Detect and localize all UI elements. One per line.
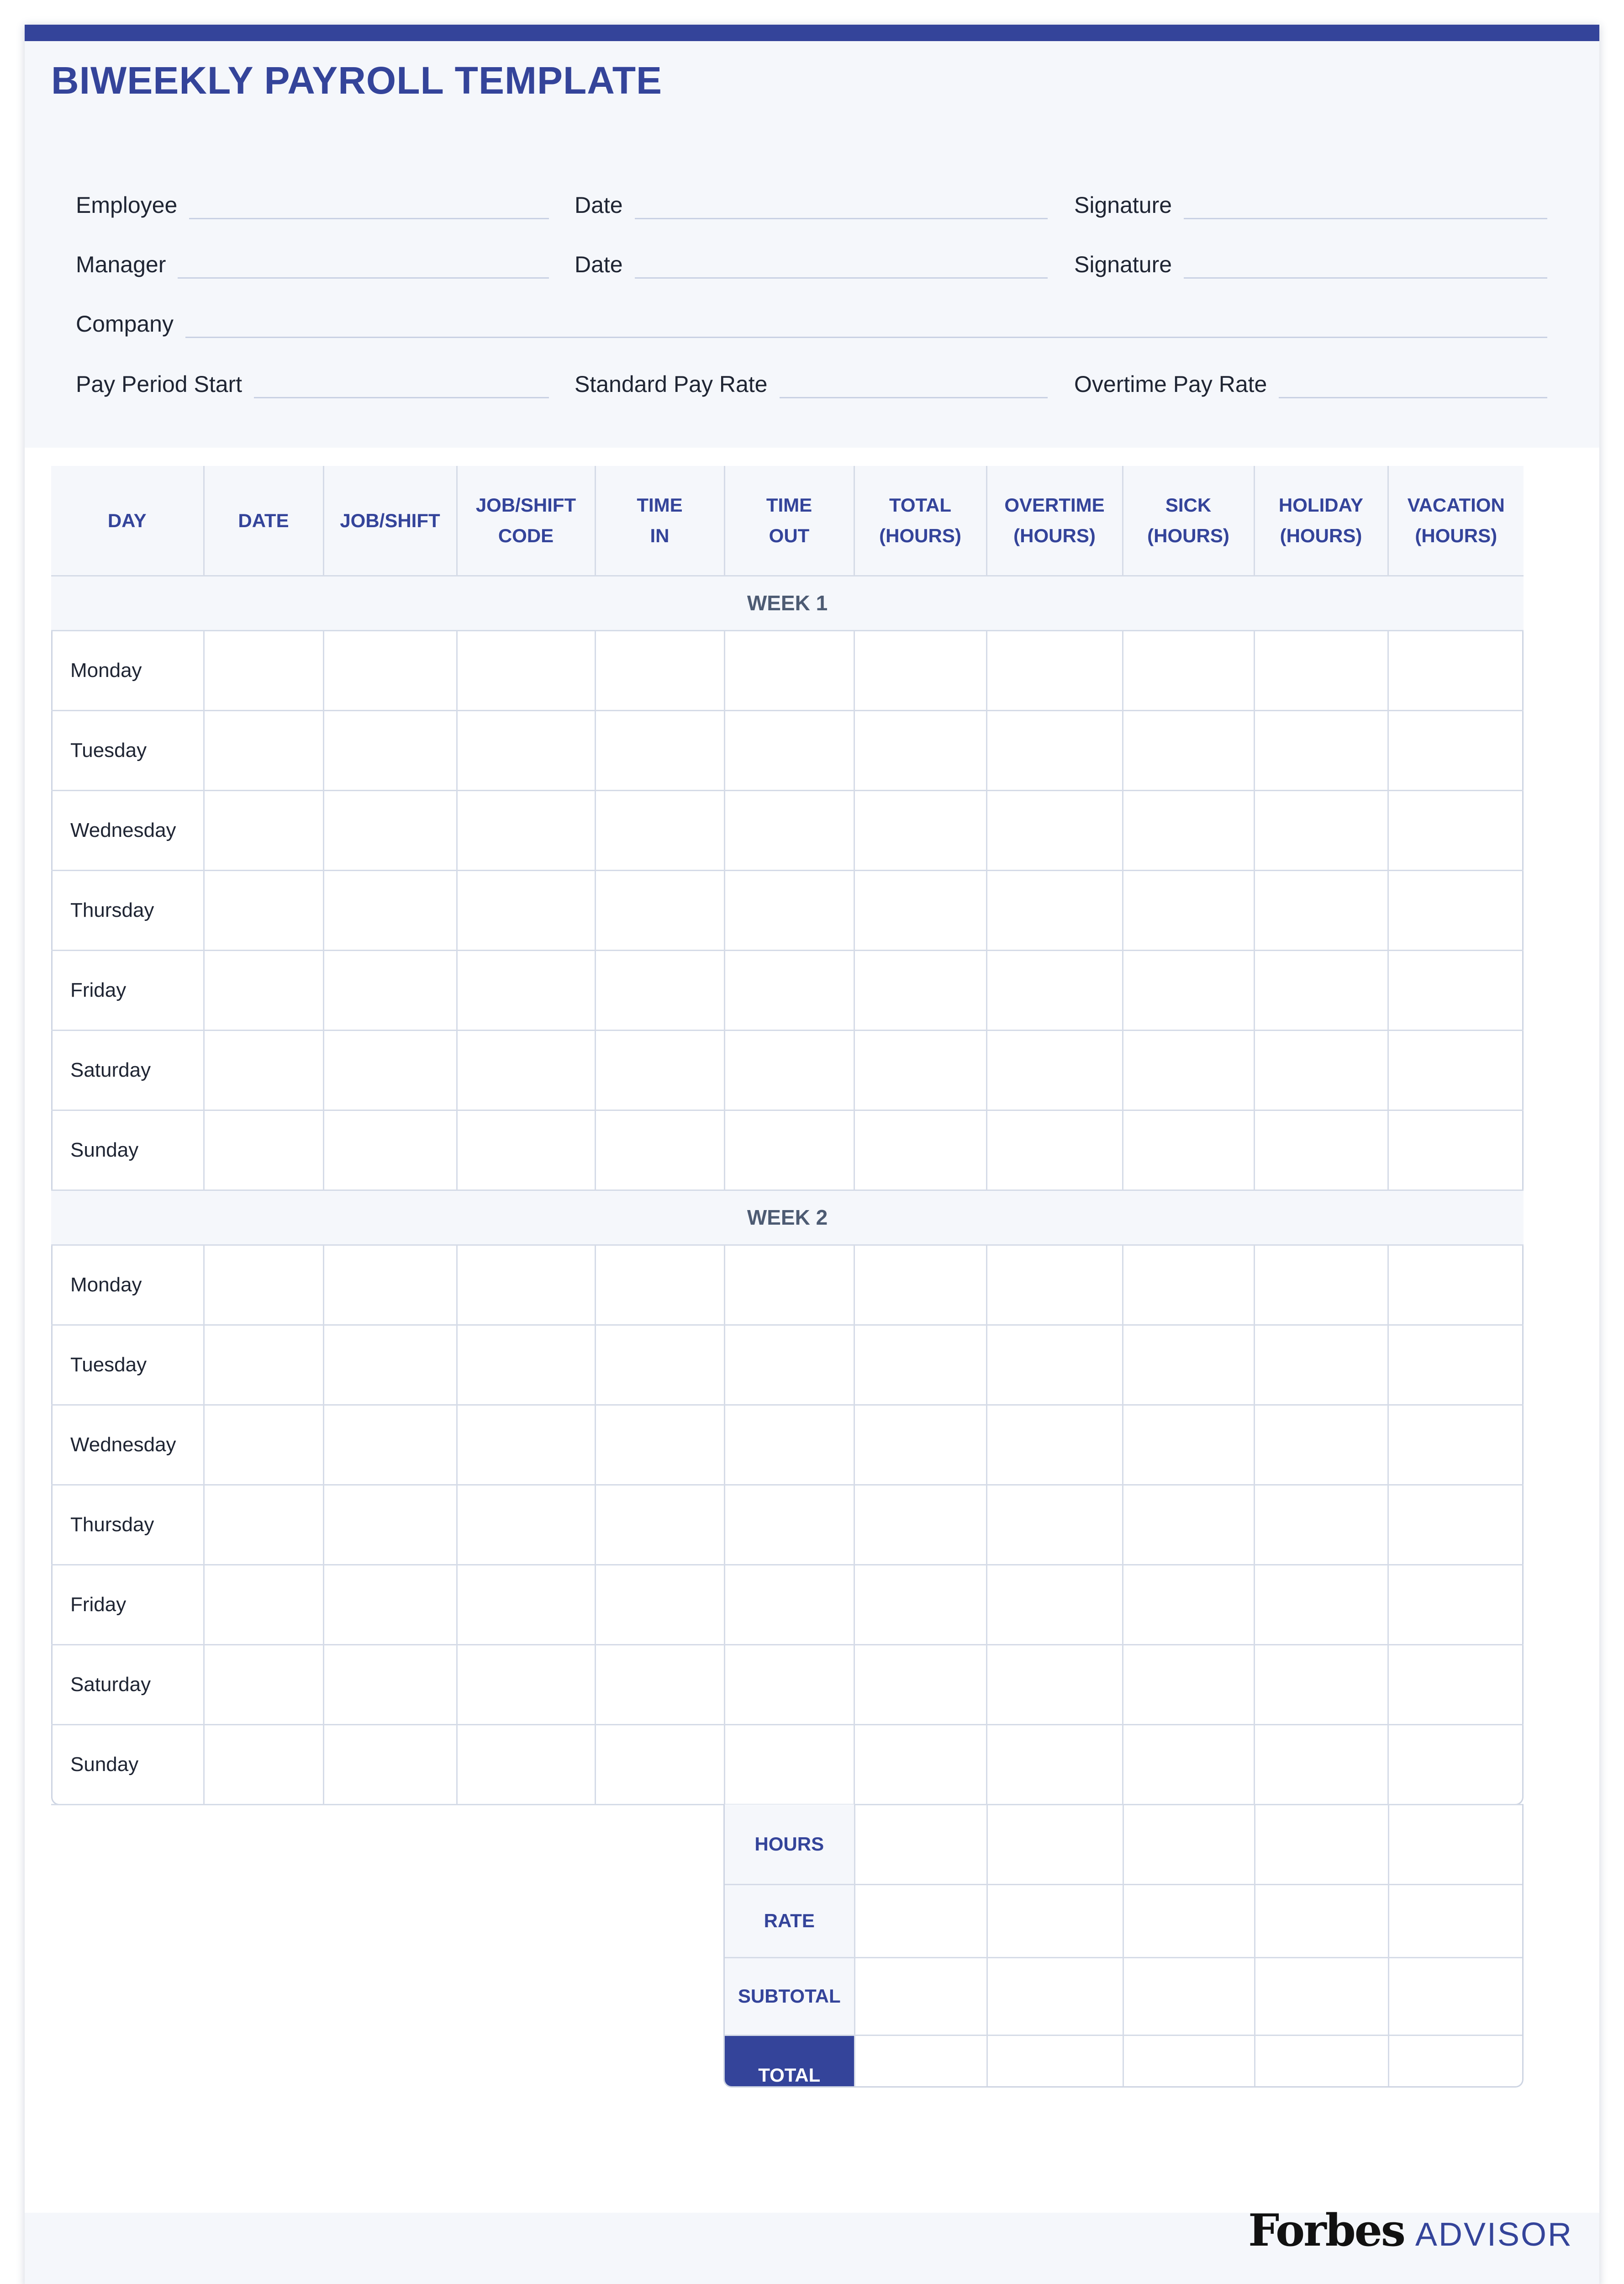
- day-row: [51, 1644, 1524, 1724]
- advisor-wordmark: ADVISOR: [1415, 2216, 1573, 2253]
- subtotal-cell[interactable]: [854, 1957, 987, 2035]
- entry-cell[interactable]: [204, 1565, 323, 1644]
- entry-cell[interactable]: [724, 630, 854, 710]
- entry-cell[interactable]: [457, 1245, 595, 1325]
- day-name: Thursday: [51, 870, 204, 950]
- day-row: [51, 950, 1524, 1030]
- column-header-line2: (HOURS): [1147, 525, 1229, 547]
- entry-cell[interactable]: [1123, 630, 1254, 710]
- entry-cell[interactable]: [1254, 630, 1388, 710]
- entry-cell[interactable]: [1123, 1405, 1254, 1485]
- entry-cell[interactable]: [724, 710, 854, 790]
- entry-cell[interactable]: [724, 790, 854, 870]
- column-header: [986, 466, 1123, 576]
- entry-cell[interactable]: [986, 1245, 1123, 1325]
- entry-cell[interactable]: [1254, 1030, 1388, 1110]
- rate-cell[interactable]: [1123, 1884, 1255, 1957]
- page-title: BIWEEKLY PAYROLL TEMPLATE: [51, 59, 663, 102]
- overtime-pay-rate-field[interactable]: [1074, 362, 1547, 398]
- day-name: Tuesday: [51, 710, 204, 790]
- column-header-line1: TOTAL: [889, 494, 952, 516]
- entry-cell[interactable]: [204, 870, 323, 950]
- entry-cell[interactable]: [986, 950, 1123, 1030]
- entry-cell[interactable]: [204, 630, 323, 710]
- employee-date-field[interactable]: [575, 183, 1048, 219]
- entry-cell[interactable]: [1123, 950, 1254, 1030]
- entry-cell[interactable]: [1254, 1110, 1388, 1190]
- entry-cell[interactable]: [1254, 710, 1388, 790]
- rate-cell[interactable]: [1388, 1884, 1524, 1957]
- entry-cell[interactable]: [1388, 1565, 1524, 1644]
- timesheet-table: [51, 466, 1524, 1805]
- entry-cell[interactable]: [986, 1030, 1123, 1110]
- entry-cell[interactable]: [323, 1245, 457, 1325]
- overtime-pay-rate-input-line[interactable]: [1279, 397, 1547, 398]
- column-header: [51, 466, 204, 576]
- entry-cell[interactable]: [457, 1644, 595, 1724]
- day-row: [51, 1565, 1524, 1644]
- company-input-line[interactable]: [185, 336, 1547, 338]
- day-name: Tuesday: [51, 1325, 204, 1405]
- column-header-line1: DATE: [238, 509, 289, 531]
- hours-cell[interactable]: [1388, 1804, 1524, 1884]
- entry-cell[interactable]: [204, 1110, 323, 1190]
- column-header: [1123, 466, 1254, 576]
- entry-cell[interactable]: [854, 1405, 986, 1485]
- manager-input-line[interactable]: [178, 277, 549, 279]
- entry-cell[interactable]: [323, 1565, 457, 1644]
- total-cell[interactable]: [1123, 2035, 1255, 2088]
- forbes-wordmark: Forbes: [1248, 2205, 1404, 2256]
- column-header-line2: (HOURS): [879, 525, 961, 547]
- day-name: Friday: [51, 1565, 204, 1644]
- entry-cell[interactable]: [457, 870, 595, 950]
- column-header-line1: VACATION: [1407, 494, 1505, 516]
- entry-cell[interactable]: [1388, 950, 1524, 1030]
- total-cell[interactable]: [1255, 2035, 1388, 2088]
- day-row: [51, 870, 1524, 950]
- entry-cell[interactable]: [986, 1485, 1123, 1565]
- entry-cell[interactable]: [595, 1325, 724, 1405]
- entry-cell[interactable]: [595, 1724, 724, 1804]
- day-row: [51, 1405, 1524, 1485]
- column-header-line1: OVERTIME: [1004, 494, 1105, 516]
- column-header: [854, 466, 986, 576]
- pay-period-start-label: Pay Period Start: [76, 371, 243, 397]
- entry-cell[interactable]: [854, 950, 986, 1030]
- total-label: TOTAL: [725, 2035, 854, 2088]
- day-name: Sunday: [51, 1110, 204, 1190]
- entry-cell[interactable]: [204, 1325, 323, 1405]
- entry-cell[interactable]: [854, 710, 986, 790]
- hours-label: HOURS: [725, 1804, 854, 1884]
- entry-cell[interactable]: [854, 1110, 986, 1190]
- entry-cell[interactable]: [854, 1030, 986, 1110]
- entry-cell[interactable]: [986, 1325, 1123, 1405]
- entry-cell[interactable]: [595, 1110, 724, 1190]
- entry-cell[interactable]: [1123, 870, 1254, 950]
- entry-cell[interactable]: [1388, 630, 1524, 710]
- entry-cell[interactable]: [323, 1110, 457, 1190]
- entry-cell[interactable]: [457, 1565, 595, 1644]
- day-row: [51, 790, 1524, 870]
- standard-pay-rate-label: Standard Pay Rate: [575, 371, 768, 397]
- entry-cell[interactable]: [1254, 790, 1388, 870]
- entry-cell[interactable]: [1254, 1565, 1388, 1644]
- entry-cell[interactable]: [457, 950, 595, 1030]
- entry-cell[interactable]: [595, 1405, 724, 1485]
- day-row: [51, 1245, 1524, 1325]
- entry-cell[interactable]: [854, 1565, 986, 1644]
- entry-cell[interactable]: [457, 630, 595, 710]
- entry-cell[interactable]: [1123, 710, 1254, 790]
- summary-table: [725, 1804, 1524, 2088]
- entry-cell[interactable]: [1388, 870, 1524, 950]
- column-header-line1: DAY: [107, 509, 147, 531]
- pay-period-start-field[interactable]: [76, 362, 549, 398]
- day-row: [51, 1724, 1524, 1804]
- manager-signature-field[interactable]: [1074, 242, 1547, 279]
- entry-cell[interactable]: [323, 950, 457, 1030]
- entry-cell[interactable]: [457, 1485, 595, 1565]
- employee-signature-field[interactable]: [1074, 183, 1547, 219]
- week-label: WEEK 1: [51, 576, 1524, 630]
- entry-cell[interactable]: [595, 710, 724, 790]
- company-label: Company: [76, 311, 174, 337]
- entry-cell[interactable]: [1123, 1644, 1254, 1724]
- column-header-line2: (HOURS): [1415, 525, 1497, 547]
- day-name: Saturday: [51, 1030, 204, 1110]
- column-header-line1: JOB/SHIFT: [340, 509, 440, 531]
- entry-cell[interactable]: [724, 1405, 854, 1485]
- entry-cell[interactable]: [854, 630, 986, 710]
- manager-field[interactable]: [76, 242, 549, 279]
- timesheet-header-row: [51, 466, 1524, 576]
- total-cell[interactable]: [854, 2035, 987, 2088]
- entry-cell[interactable]: [1123, 1565, 1254, 1644]
- entry-cell[interactable]: [1254, 950, 1388, 1030]
- column-header-line1: JOB/SHIFT: [475, 494, 576, 516]
- column-header-line2: (HOURS): [1013, 525, 1096, 547]
- entry-cell[interactable]: [323, 630, 457, 710]
- entry-cell[interactable]: [1123, 1724, 1254, 1804]
- entry-cell[interactable]: [1254, 1325, 1388, 1405]
- entry-cell[interactable]: [1388, 710, 1524, 790]
- entry-cell[interactable]: [1388, 1325, 1524, 1405]
- hours-cell[interactable]: [1123, 1804, 1255, 1884]
- column-header-line1: TIME: [766, 494, 812, 516]
- top-accent-bar: [25, 25, 1599, 41]
- day-row: [51, 1110, 1524, 1190]
- manager-signature-label: Signature: [1074, 252, 1172, 277]
- entry-cell[interactable]: [986, 630, 1123, 710]
- company-field[interactable]: [76, 301, 1547, 338]
- entry-cell[interactable]: [323, 870, 457, 950]
- day-name: Saturday: [51, 1644, 204, 1724]
- hours-cell[interactable]: [1255, 1804, 1388, 1884]
- week-row: [51, 1190, 1524, 1245]
- manager-date-input-line[interactable]: [635, 277, 1048, 279]
- employee-field[interactable]: [76, 183, 549, 219]
- entry-cell[interactable]: [1254, 1724, 1388, 1804]
- manager-date-field[interactable]: [575, 242, 1048, 279]
- day-name: Monday: [51, 1245, 204, 1325]
- week-label: WEEK 2: [51, 1190, 1524, 1245]
- entry-cell[interactable]: [854, 1724, 986, 1804]
- day-row: [51, 630, 1524, 710]
- hours-row: [725, 1804, 1524, 1884]
- rate-cell[interactable]: [1255, 1884, 1388, 1957]
- entry-cell[interactable]: [457, 1724, 595, 1804]
- day-name: Wednesday: [51, 790, 204, 870]
- subtotal-cell[interactable]: [987, 1957, 1123, 2035]
- subtotal-row: [725, 1957, 1524, 2035]
- entry-cell[interactable]: [204, 1724, 323, 1804]
- rate-cell[interactable]: [987, 1884, 1123, 1957]
- column-header: [595, 466, 724, 576]
- day-name: Sunday: [51, 1724, 204, 1804]
- entry-cell[interactable]: [595, 790, 724, 870]
- hours-cell[interactable]: [854, 1804, 987, 1884]
- entry-cell[interactable]: [595, 950, 724, 1030]
- entry-cell[interactable]: [595, 1644, 724, 1724]
- entry-cell[interactable]: [457, 1110, 595, 1190]
- day-name: Friday: [51, 950, 204, 1030]
- entry-cell[interactable]: [323, 1724, 457, 1804]
- entry-cell[interactable]: [854, 870, 986, 950]
- entry-cell[interactable]: [724, 1485, 854, 1565]
- week-row: [51, 576, 1524, 630]
- entry-cell[interactable]: [1388, 1405, 1524, 1485]
- entry-cell[interactable]: [724, 1030, 854, 1110]
- manager-date-label: Date: [575, 252, 623, 277]
- day-row: [51, 1030, 1524, 1110]
- entry-cell[interactable]: [1254, 1405, 1388, 1485]
- entry-cell[interactable]: [1388, 1724, 1524, 1804]
- entry-cell[interactable]: [595, 1030, 724, 1110]
- entry-cell[interactable]: [323, 1485, 457, 1565]
- entry-cell[interactable]: [457, 1405, 595, 1485]
- entry-cell[interactable]: [986, 1405, 1123, 1485]
- entry-cell[interactable]: [323, 1644, 457, 1724]
- employee-date-input-line[interactable]: [635, 217, 1048, 219]
- entry-cell[interactable]: [595, 1565, 724, 1644]
- entry-cell[interactable]: [595, 630, 724, 710]
- entry-cell[interactable]: [724, 1565, 854, 1644]
- entry-cell[interactable]: [595, 870, 724, 950]
- entry-cell[interactable]: [1388, 1030, 1524, 1110]
- entry-cell[interactable]: [1123, 1245, 1254, 1325]
- column-header-line2: (HOURS): [1280, 525, 1362, 547]
- column-header-line1: HOLIDAY: [1278, 494, 1364, 516]
- entry-cell[interactable]: [323, 1405, 457, 1485]
- entry-cell[interactable]: [986, 1565, 1123, 1644]
- overtime-pay-rate-label: Overtime Pay Rate: [1074, 371, 1267, 397]
- entry-cell[interactable]: [323, 710, 457, 790]
- entry-cell[interactable]: [724, 1245, 854, 1325]
- entry-cell[interactable]: [1254, 1485, 1388, 1565]
- employee-signature-label: Signature: [1074, 192, 1172, 218]
- entry-cell[interactable]: [1123, 1325, 1254, 1405]
- entry-cell[interactable]: [854, 1485, 986, 1565]
- entry-cell[interactable]: [986, 1724, 1123, 1804]
- forbes-advisor-logo: [1248, 2205, 1573, 2256]
- entry-cell[interactable]: [1123, 1110, 1254, 1190]
- entry-cell[interactable]: [457, 790, 595, 870]
- entry-cell[interactable]: [204, 1405, 323, 1485]
- entry-cell[interactable]: [854, 1644, 986, 1724]
- rate-label: RATE: [725, 1884, 854, 1957]
- entry-cell[interactable]: [724, 1644, 854, 1724]
- rate-cell[interactable]: [854, 1884, 987, 1957]
- entry-cell[interactable]: [724, 1110, 854, 1190]
- entry-cell[interactable]: [204, 1644, 323, 1724]
- entry-cell[interactable]: [457, 1030, 595, 1110]
- entry-cell[interactable]: [1388, 1485, 1524, 1565]
- entry-cell[interactable]: [204, 1030, 323, 1110]
- entry-cell[interactable]: [323, 790, 457, 870]
- subtotal-cell[interactable]: [1255, 1957, 1388, 2035]
- employee-input-line[interactable]: [189, 217, 549, 219]
- entry-cell[interactable]: [457, 710, 595, 790]
- entry-cell[interactable]: [204, 1245, 323, 1325]
- entry-cell[interactable]: [204, 1485, 323, 1565]
- entry-cell[interactable]: [854, 1245, 986, 1325]
- column-header: [724, 466, 854, 576]
- entry-cell[interactable]: [457, 1325, 595, 1405]
- summary-block: [723, 1804, 1524, 2088]
- entry-cell[interactable]: [986, 710, 1123, 790]
- day-row: [51, 1325, 1524, 1405]
- subtotal-label: SUBTOTAL: [725, 1957, 854, 2035]
- entry-cell[interactable]: [724, 1724, 854, 1804]
- column-header: [204, 466, 323, 576]
- day-name: Thursday: [51, 1485, 204, 1565]
- total-cell[interactable]: [987, 2035, 1123, 2088]
- day-name: Wednesday: [51, 1405, 204, 1485]
- pay-period-start-input-line[interactable]: [254, 397, 549, 398]
- entry-cell[interactable]: [204, 790, 323, 870]
- entry-cell[interactable]: [323, 1030, 457, 1110]
- column-header-line1: SICK: [1165, 494, 1212, 516]
- employee-signature-input-line[interactable]: [1184, 217, 1547, 219]
- day-row: [51, 1485, 1524, 1565]
- entry-cell[interactable]: [1254, 870, 1388, 950]
- entry-cell[interactable]: [724, 870, 854, 950]
- entry-cell[interactable]: [986, 1110, 1123, 1190]
- column-header-line2: OUT: [769, 525, 810, 547]
- day-row: [51, 710, 1524, 790]
- hours-cell[interactable]: [987, 1804, 1123, 1884]
- column-header: [1388, 466, 1524, 576]
- total-cell[interactable]: [1388, 2035, 1524, 2088]
- standard-pay-rate-input-line[interactable]: [780, 397, 1048, 398]
- entry-cell[interactable]: [1123, 1030, 1254, 1110]
- entry-cell[interactable]: [1123, 1485, 1254, 1565]
- entry-cell[interactable]: [1388, 1245, 1524, 1325]
- entry-cell[interactable]: [724, 1325, 854, 1405]
- entry-cell[interactable]: [1254, 1644, 1388, 1724]
- entry-cell[interactable]: [1388, 1110, 1524, 1190]
- entry-cell[interactable]: [595, 1485, 724, 1565]
- entry-cell[interactable]: [204, 710, 323, 790]
- entry-cell[interactable]: [854, 790, 986, 870]
- subtotal-cell[interactable]: [1388, 1957, 1524, 2035]
- column-header: [457, 466, 595, 576]
- column-header: [1254, 466, 1388, 576]
- entry-cell[interactable]: [986, 790, 1123, 870]
- employee-date-label: Date: [575, 192, 623, 218]
- column-header-line2: IN: [650, 525, 670, 547]
- column-header-line1: TIME: [637, 494, 683, 516]
- employee-label: Employee: [76, 192, 178, 218]
- entry-cell[interactable]: [204, 950, 323, 1030]
- total-row: [725, 2035, 1524, 2088]
- entry-cell[interactable]: [986, 1644, 1123, 1724]
- entry-cell[interactable]: [1254, 1245, 1388, 1325]
- entry-cell[interactable]: [595, 1245, 724, 1325]
- entry-cell[interactable]: [986, 870, 1123, 950]
- entry-cell[interactable]: [1388, 1644, 1524, 1724]
- entry-cell[interactable]: [323, 1325, 457, 1405]
- day-name: Monday: [51, 630, 204, 710]
- entry-cell[interactable]: [1388, 790, 1524, 870]
- entry-cell[interactable]: [1123, 790, 1254, 870]
- standard-pay-rate-field[interactable]: [575, 362, 1048, 398]
- manager-label: Manager: [76, 252, 166, 277]
- rate-row: [725, 1884, 1524, 1957]
- entry-cell[interactable]: [854, 1325, 986, 1405]
- column-header-line2: CODE: [498, 525, 554, 547]
- entry-cell[interactable]: [724, 950, 854, 1030]
- column-header: [323, 466, 457, 576]
- manager-signature-input-line[interactable]: [1184, 277, 1547, 279]
- subtotal-cell[interactable]: [1123, 1957, 1255, 2035]
